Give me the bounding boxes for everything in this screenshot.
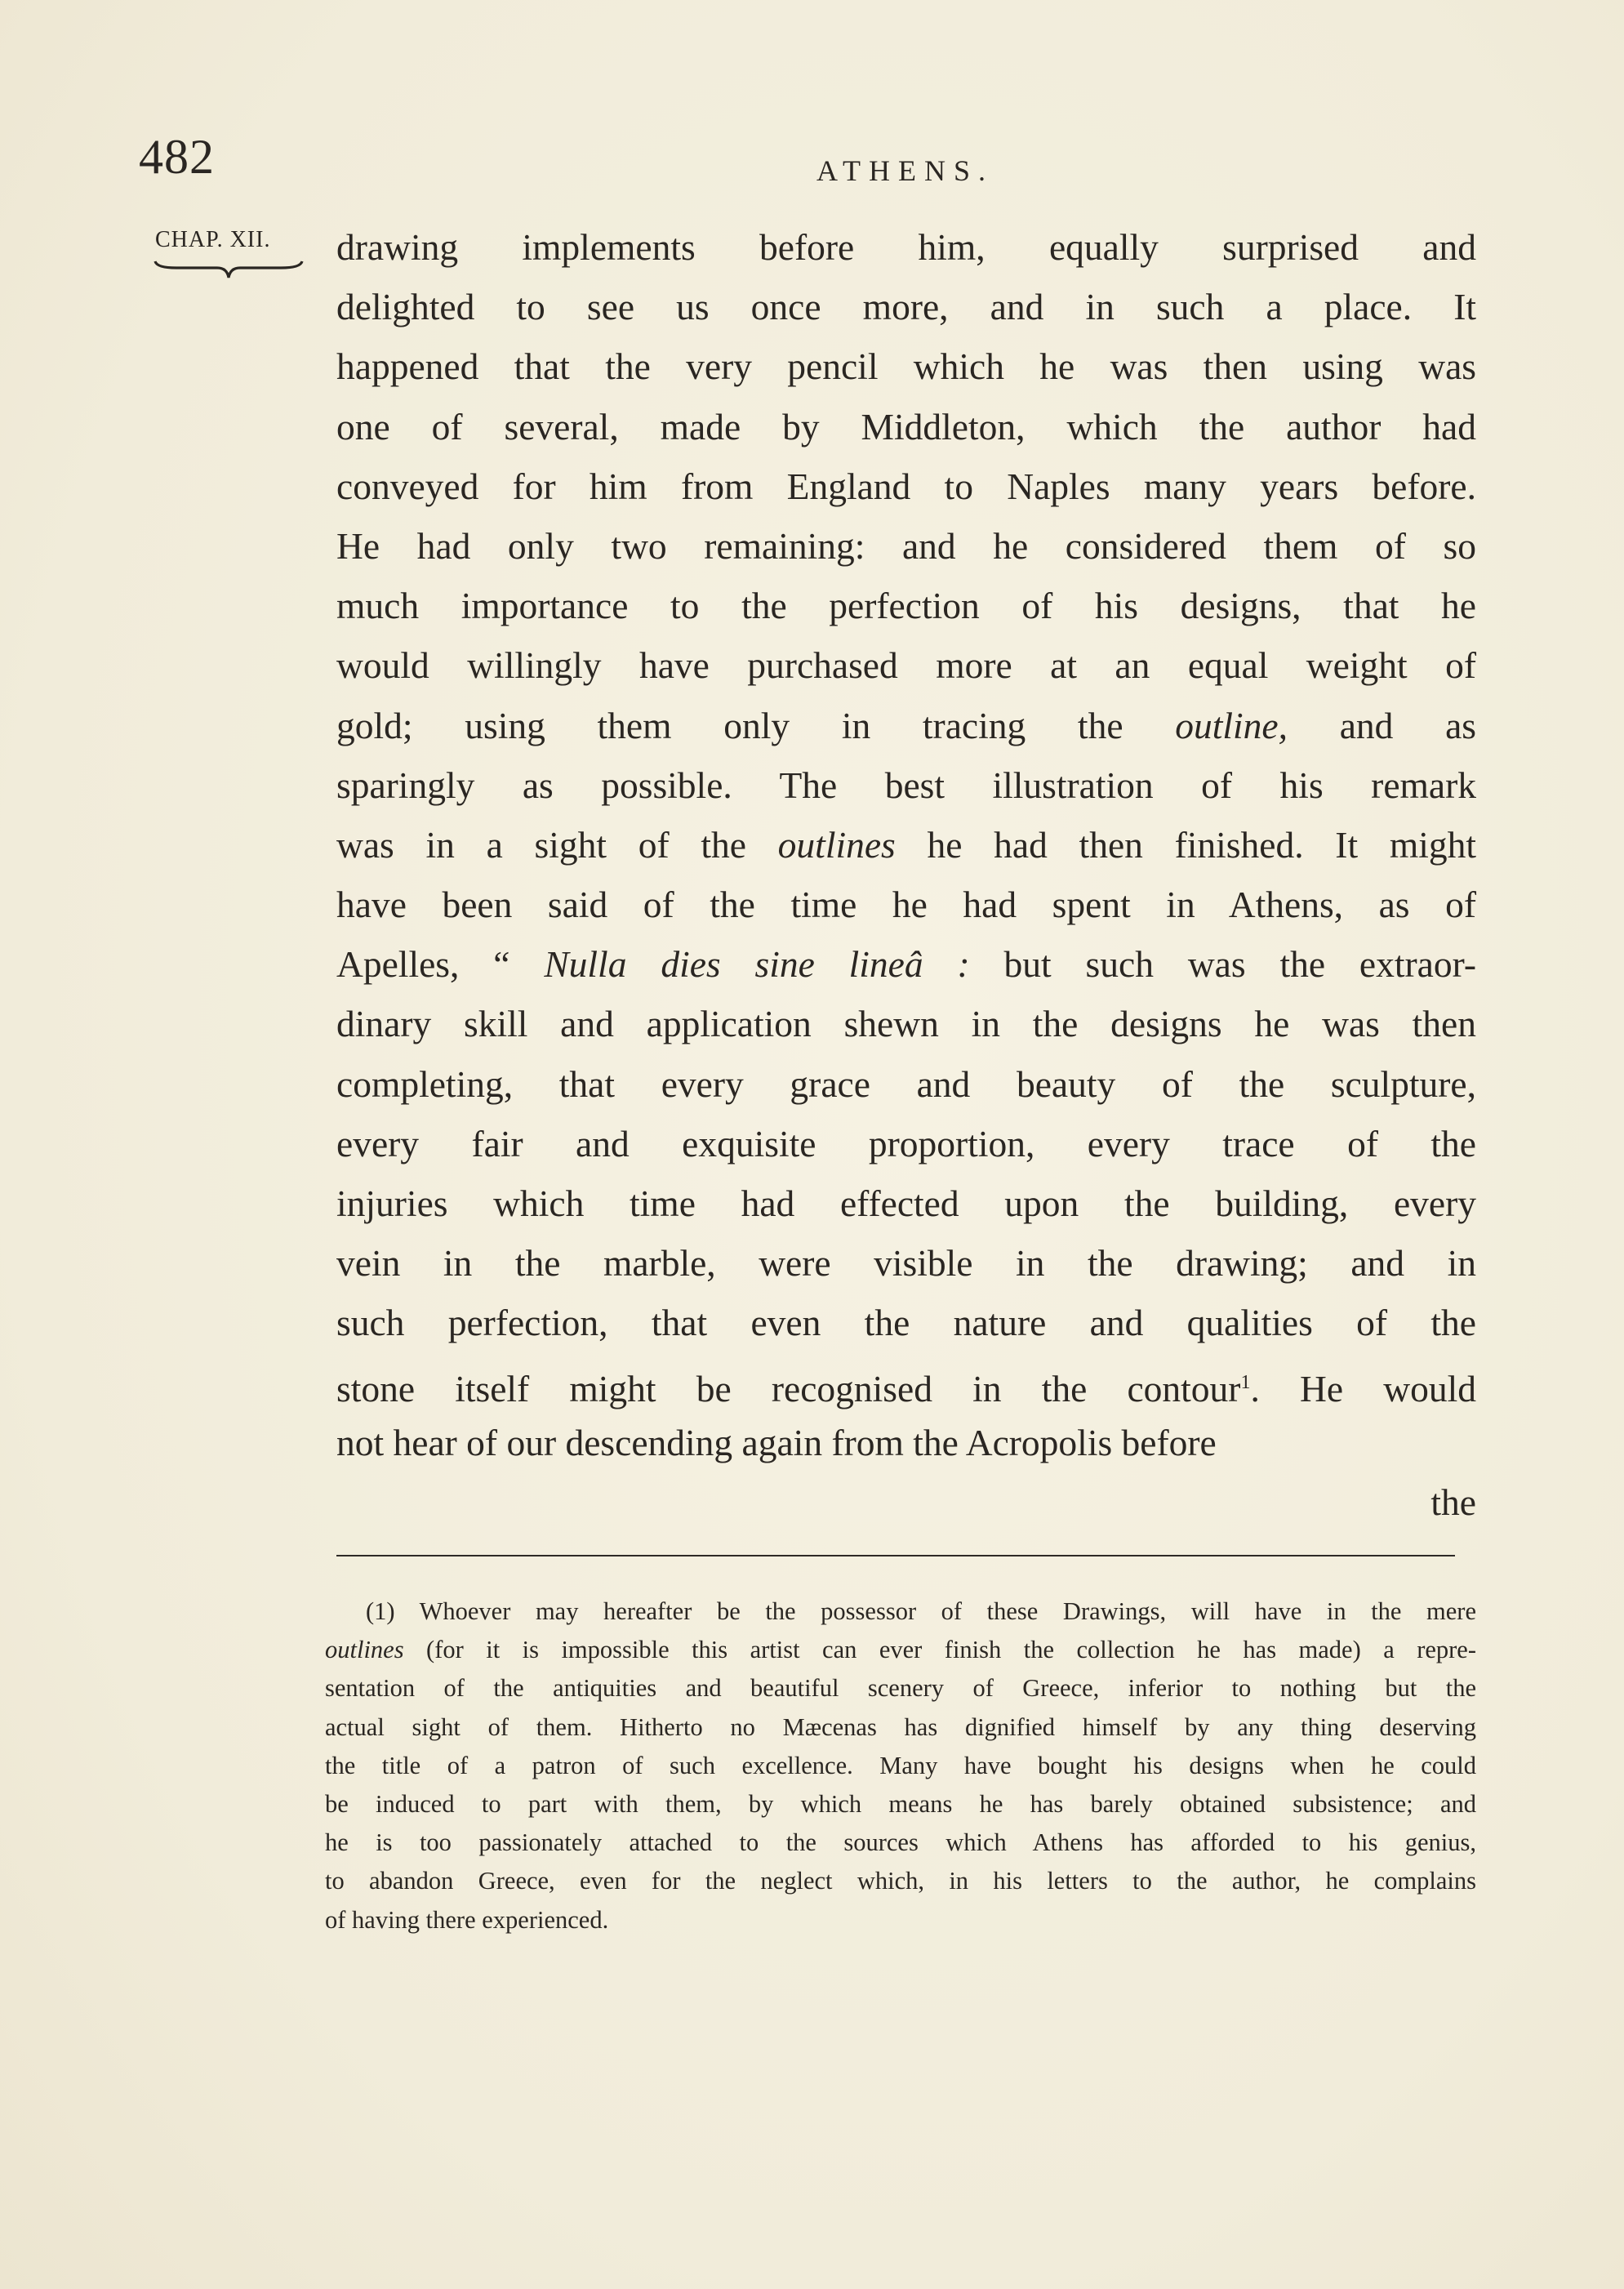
body-line: such perfection, that even the nature and qualities of the <box>336 1302 1476 1344</box>
body-text-run: but such was the extraor- <box>969 943 1476 986</box>
latin-quotation: Nulla dies sine lineâ : <box>544 943 970 986</box>
body-line <box>336 696 1476 755</box>
body-line: He had only two remaining: and he considered them of so <box>336 524 1476 567</box>
body-text-run: gold; using them only in tracing the <box>336 704 1176 746</box>
body-line <box>336 815 1476 875</box>
running-title: ATHENS. <box>816 154 994 187</box>
body-text-run: was in a sight of the <box>336 823 778 866</box>
body-line: much importance to the perfection of his designs, that he <box>336 585 1476 627</box>
body-line: injuries which time had effected upon the building, every <box>336 1182 1476 1224</box>
body-text-run: stone itself might be recognised in the contour <box>336 1367 1241 1409</box>
body-line: every fair and exquisite proportion, every trace of the <box>336 1122 1476 1165</box>
body-line: conveyed for him from England to Naples many years before. <box>336 465 1476 507</box>
body-line: drawing implements before him, equally surprised and <box>336 226 1476 268</box>
footnote-line: (1) Whoever may hereafter be the possessor of these Drawings, will have in the mere <box>366 1597 1476 1625</box>
body-line: dinary skill and application shewn in the designs he was then <box>336 1003 1476 1045</box>
body-line: happened that the very pencil which he was then using was <box>336 345 1476 388</box>
body-line <box>336 934 1476 994</box>
italic-term: outline, <box>1175 704 1288 746</box>
footnote-line: be induced to part with them, by which means he has barely obtained subsistence; and <box>325 1789 1476 1818</box>
footnote-line: the title of a patron of such excellence. Many have bought his designs when he could <box>325 1751 1476 1779</box>
footnote-line: of having there experienced. <box>325 1905 609 1934</box>
body-line <box>336 1353 1476 1413</box>
body-line: delighted to see us once more, and in such a place. It <box>336 286 1476 328</box>
footnote <box>325 1592 1476 1939</box>
footnote-line: he is too passionately attached to the sources which Athens has afforded to his genius, <box>325 1828 1476 1857</box>
chapter-brace-ornament <box>152 258 305 281</box>
body-text-run: . He would <box>1250 1367 1476 1409</box>
catchword: the <box>1430 1481 1476 1523</box>
body-line: sparingly as possible. The best illustration of his remark <box>336 764 1476 806</box>
body-line: would willingly have purchased more at an equal weight of <box>336 644 1476 687</box>
body-text-run: he had then finished. It might <box>895 823 1476 866</box>
italic-term: outlines <box>325 1636 404 1664</box>
footnote-reference[interactable]: 1 <box>1240 1371 1251 1393</box>
body-line: not hear of our descending again from the Acropolis before <box>336 1421 1217 1463</box>
footnote-line: sentation of the antiquities and beautiful scenery of Greece, inferior to nothing but the <box>325 1674 1476 1703</box>
page-number: 482 <box>139 130 215 184</box>
footnote-line: to abandon Greece, even for the neglect which, in his letters to the author, he complains <box>325 1867 1476 1895</box>
body-line: vein in the marble, were visible in the drawing; and in <box>336 1242 1476 1285</box>
footnote-line <box>325 1631 1476 1669</box>
footnote-divider <box>336 1555 1455 1556</box>
body-line: completing, that every grace and beauty of the sculpture, <box>336 1062 1476 1105</box>
body-line: have been said of the time he had spent in Athens, as of <box>336 884 1476 926</box>
italic-term: outlines <box>777 823 896 866</box>
body-text <box>336 217 1476 1532</box>
chapter-marginal-label: CHAP. XII. <box>155 227 271 252</box>
body-line: one of several, made by Middleton, which the author had <box>336 405 1476 448</box>
footnote-line: actual sight of them. Hitherto no Mæcenas has dignified himself by any thing deserving <box>325 1712 1476 1741</box>
body-text-run: and as <box>1287 704 1476 746</box>
footnote-text-run: (for it is impossible this artist can ever finish the collection he has made) a repre- <box>403 1636 1476 1664</box>
body-text-run: Apelles, “ <box>336 943 545 986</box>
